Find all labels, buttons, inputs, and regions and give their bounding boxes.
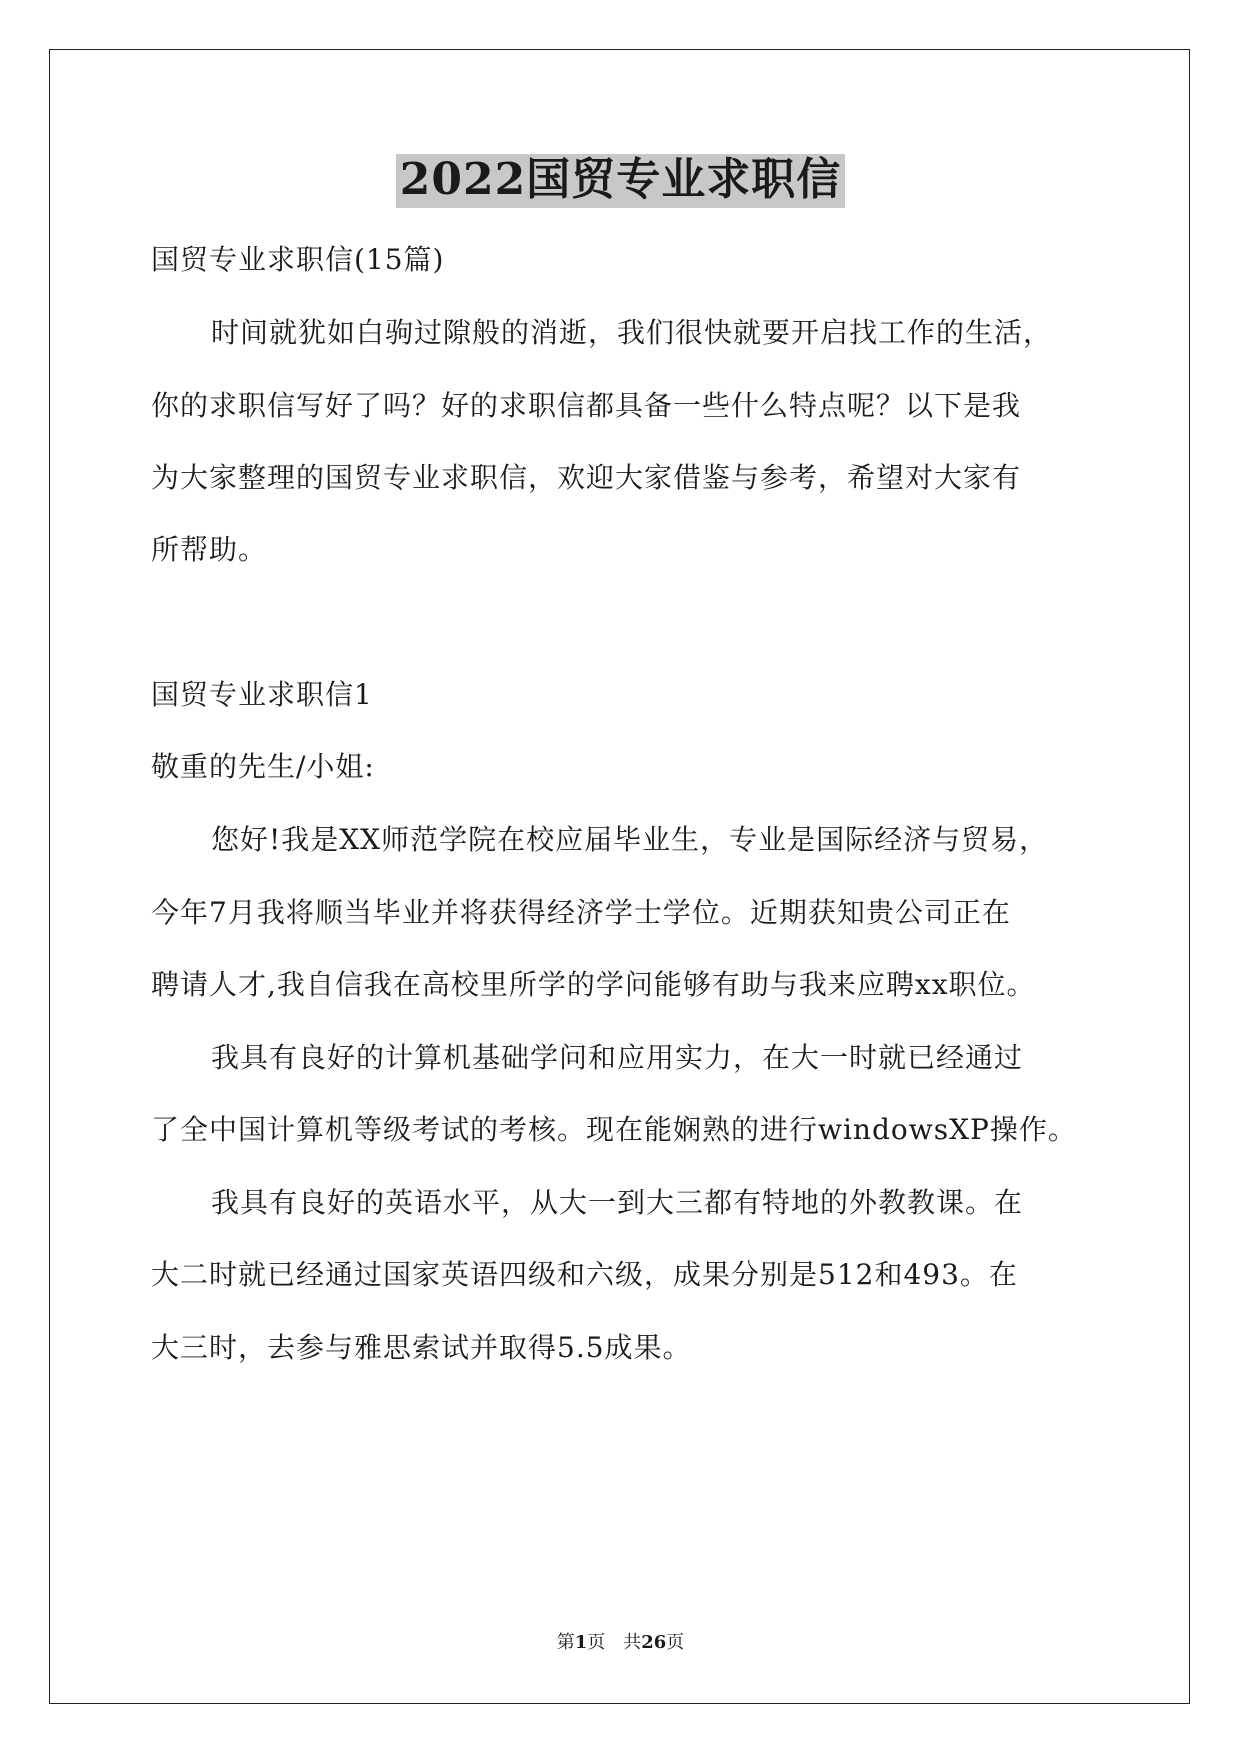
section-heading: 国贸专业求职信1 — [151, 678, 373, 711]
document-title-text: 2022国贸专业求职信 — [396, 154, 845, 208]
body-paragraph-1-line-1: 您好!我是XX师范学院在校应届毕业生，专业是国际经济与贸易， — [211, 823, 1049, 856]
page-total: 26 — [641, 1632, 667, 1653]
body-paragraph-2-line-1: 我具有良好的计算机基础学问和应用实力，在大一时就已经通过 — [211, 1041, 1024, 1074]
body-paragraph-3-line-1: 我具有良好的英语水平，从大一到大三都有特地的外教教课。在 — [211, 1186, 1024, 1219]
document-title — [0, 154, 1241, 208]
body-paragraph-2-line-2: 了全中国计算机等级考试的考核。现在能娴熟的进行windowsXP操作。 — [151, 1113, 1077, 1146]
total-prefix: 共 — [623, 1632, 642, 1653]
salutation: 敬重的先生/小姐: — [151, 750, 375, 783]
subtitle-line: 国贸专业求职信(15篇) — [151, 243, 445, 276]
page-mid: 页 — [587, 1632, 606, 1653]
body-paragraph-3-line-3: 大三时，去参与雅思索试并取得5.5成果。 — [151, 1331, 692, 1364]
body-paragraph-1-line-3: 聘请人才,我自信我在高校里所学的学问能够有助与我来应聘xx职位。 — [151, 968, 1036, 1001]
intro-paragraph-line-2: 你的求职信写好了吗？好的求职信都具备一些什么特点呢？以下是我 — [151, 389, 1022, 422]
intro-paragraph-line-3: 为大家整理的国贸专业求职信，欢迎大家借鉴与参考，希望对大家有 — [151, 461, 1022, 494]
intro-paragraph-line-4: 所帮助。 — [151, 533, 268, 566]
body-paragraph-3-line-2: 大二时就已经通过国家英语四级和六级，成果分别是512和493。在 — [151, 1258, 1018, 1291]
intro-paragraph-line-1: 时间就犹如白驹过隙般的消逝，我们很快就要开启找工作的生活， — [211, 316, 1053, 349]
body-paragraph-1-line-2: 今年7月我将顺当毕业并将获得经济学士学位。近期获知贵公司正在 — [151, 896, 1011, 929]
page-prefix: 第 — [556, 1632, 575, 1653]
page-footer — [0, 1628, 1241, 1654]
total-suffix: 页 — [666, 1632, 685, 1653]
page-current: 1 — [574, 1632, 588, 1653]
page-border — [49, 49, 1190, 1704]
